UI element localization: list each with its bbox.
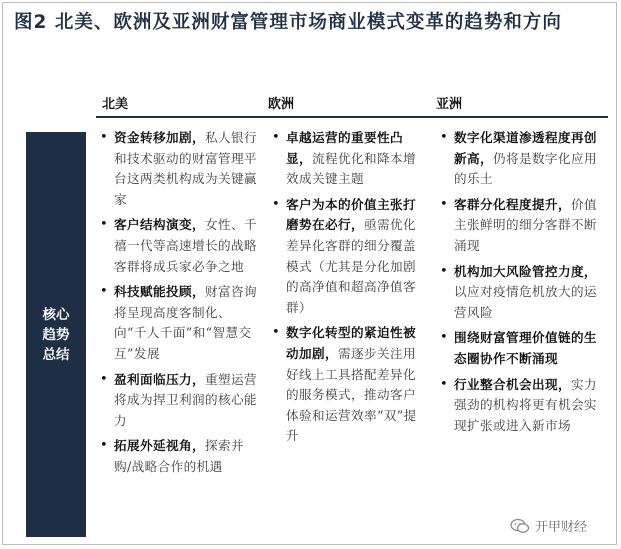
watermark-text: 开甲财经 bbox=[535, 520, 588, 535]
list-item: • 数字化转型的紧迫性被动加剧，需逐步关注用好线上工具搭配差异化的服务模式，推动客户体验和运营效率“双”提升 bbox=[270, 323, 428, 447]
list-item: • 客群分化程度提升，价值主张鲜明的细分客群不断涌现 bbox=[438, 195, 598, 257]
asia-list bbox=[438, 128, 598, 441]
list-item: • 盈利面临压力，重塑运营将成为捍卫利润的核心能力 bbox=[98, 370, 258, 432]
list-item: • 数字化渠道渗透程度再创新高，仍将是数字化应用的乐土 bbox=[438, 128, 598, 190]
list-item: • 科技赋能投顾，财富咨询将呈现高度客制化、向“千人千面”和“智慧交互”发展 bbox=[98, 282, 258, 364]
list-item: • 资金转移加剧，私人银行和技术驱动的财富管理平台这两类机构成为关键赢家 bbox=[98, 128, 258, 210]
list-item: • 卓越运营的重要性凸显，流程优化和降本增效成关键主题 bbox=[270, 128, 428, 190]
column-header-europe: 欧洲 bbox=[262, 96, 430, 118]
list-item: • 围绕财富管理价值链的生态圈协作不断涌现 bbox=[438, 328, 598, 369]
side-band bbox=[26, 132, 86, 537]
list-item: • 客户为本的价值主张打磨势在必行，亟需优化差异化客群的细分覆盖模式（尤其是分化加剧的高净值和超高净值客群） bbox=[270, 195, 428, 319]
wechat-icon bbox=[510, 518, 530, 534]
europe-list bbox=[270, 128, 428, 452]
side-label: 核心趋势总结 bbox=[42, 306, 70, 363]
column-header-north-america: 北美 bbox=[96, 96, 262, 118]
figure-title: 图2 北美、欧洲及亚洲财富管理市场商业模式变革的趋势和方向 bbox=[14, 12, 562, 33]
list-item: • 机构加大风险管控力度，以应对疫情危机放大的运营风险 bbox=[438, 262, 598, 324]
list-item: • 客户结构演变，女性、千禧一代等高速增长的战略客群将成兵家必争之地 bbox=[98, 215, 258, 277]
list-item: • 行业整合机会出现，实力强劲的机构将更有机会实现扩张或进入新市场 bbox=[438, 375, 598, 437]
list-item: • 拓展外延视角，探索并购/战略合作的机遇 bbox=[98, 436, 258, 477]
column-header-asia: 亚洲 bbox=[430, 96, 608, 118]
watermark bbox=[510, 516, 587, 535]
north-america-list bbox=[98, 128, 258, 483]
